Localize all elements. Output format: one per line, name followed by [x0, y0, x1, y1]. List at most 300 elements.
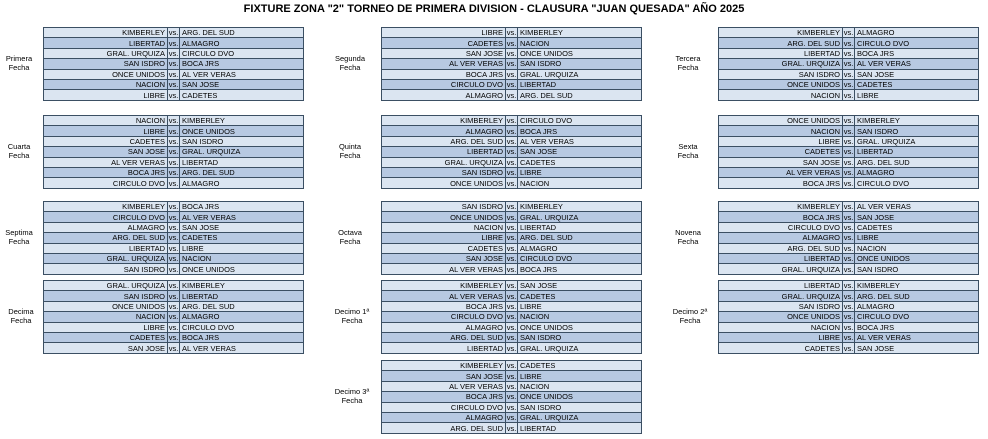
vs-label: vs. [168, 178, 179, 188]
home-team: SAN ISDRO [44, 291, 168, 301]
vs-label: vs. [506, 392, 517, 402]
vs-label: vs. [168, 343, 179, 353]
away-team: GRAL. URQUIZA [855, 136, 979, 146]
away-team: LIBERTAD [180, 291, 304, 301]
home-team: NACION [719, 126, 843, 136]
away-team: SAN JOSE [855, 343, 979, 353]
home-team: KIMBERLEY [44, 28, 168, 38]
round-label-name: Sexta [678, 142, 698, 152]
home-team: LIBERTAD [719, 281, 843, 291]
home-team: GRAL. URQUIZA [44, 48, 168, 58]
home-team: CIRCULO DVO [382, 402, 506, 412]
round-label-fecha: Fecha [8, 151, 30, 161]
match-row [719, 291, 979, 301]
away-team: ONCE UNIDOS [518, 322, 642, 332]
home-team: SAN JOSE [719, 157, 843, 167]
round-table [43, 115, 304, 189]
away-team: SAN ISDRO [518, 332, 642, 342]
home-team: ONCE UNIDOS [44, 69, 168, 79]
vs-label: vs. [168, 59, 179, 69]
away-team: ALMAGRO [855, 167, 979, 177]
home-team: AL VER VERAS [382, 291, 506, 301]
away-team: CIRCULO DVO [855, 312, 979, 322]
match-row [44, 178, 304, 188]
vs-label: vs. [506, 322, 517, 332]
match-row [382, 59, 642, 69]
home-team: CIRCULO DVO [44, 178, 168, 188]
vs-label: vs. [506, 291, 517, 301]
round-label-name: Decima [8, 307, 34, 317]
match-row [719, 126, 979, 136]
match-row [719, 343, 979, 353]
match-row [382, 301, 642, 311]
away-team: CADETES [855, 79, 979, 89]
match-row [382, 332, 642, 342]
vs-label: vs. [506, 254, 517, 264]
vs-label: vs. [843, 136, 854, 146]
home-team: SAN ISDRO [44, 59, 168, 69]
match-row [719, 90, 979, 100]
away-team: NACION [518, 312, 642, 322]
away-team: ONCE UNIDOS [180, 126, 304, 136]
vs-label: vs. [506, 38, 517, 48]
vs-label: vs. [506, 301, 517, 311]
round-label-name: Cuarta [7, 142, 31, 152]
away-team: LIBRE [180, 243, 304, 253]
away-team: ALMAGRO [518, 243, 642, 253]
match-row [382, 291, 642, 301]
home-team: SAN ISDRO [719, 301, 843, 311]
match-row [719, 157, 979, 167]
round-table [381, 27, 642, 101]
vs-label: vs. [168, 233, 179, 243]
home-team: NACION [719, 90, 843, 100]
match-row [44, 167, 304, 177]
round-label-name: Primera [5, 54, 33, 64]
home-team: BOCA JRS [719, 178, 843, 188]
vs-label: vs. [843, 343, 854, 353]
away-team: SAN JOSE [180, 222, 304, 232]
match-row [44, 222, 304, 232]
home-team: GRAL. URQUIZA [44, 253, 168, 263]
round-label-fecha: Fecha [339, 151, 361, 161]
vs-label: vs. [843, 90, 854, 100]
away-team: KIMBERLEY [180, 281, 304, 291]
home-team: CIRCULO DVO [719, 222, 843, 232]
round-table [381, 360, 642, 434]
vs-label: vs. [506, 361, 517, 371]
round-table [43, 280, 304, 354]
away-team: BOCA JRS [518, 126, 642, 136]
home-team: NACION [719, 322, 843, 332]
away-team: CIRCULO DVO [518, 116, 642, 126]
round-label [0, 307, 42, 325]
home-team: NACION [44, 116, 168, 126]
away-team: KIMBERLEY [518, 202, 642, 212]
match-row [382, 212, 642, 222]
match-row [44, 157, 304, 167]
round-table [43, 27, 304, 101]
match-row [719, 38, 979, 48]
round-table [718, 27, 979, 101]
round-label-fecha: Fecha [679, 316, 701, 326]
vs-label: vs. [843, 312, 854, 322]
away-team: ARG. DEL SUD [855, 291, 979, 301]
home-team: ALMAGRO [382, 90, 506, 100]
home-team: NACION [382, 222, 506, 232]
vs-label: vs. [843, 254, 854, 264]
home-team: AL VER VERAS [382, 264, 506, 274]
vs-label: vs. [168, 69, 179, 79]
away-team: BOCA JRS [855, 322, 979, 332]
match-row [719, 322, 979, 332]
round-label-fecha: Fecha [339, 237, 361, 247]
away-team: AL VER VERAS [855, 332, 979, 342]
away-team: NACION [518, 381, 642, 391]
away-team: BOCA JRS [180, 59, 304, 69]
match-row [44, 253, 304, 263]
home-team: SAN JOSE [44, 147, 168, 157]
vs-label: vs. [506, 413, 517, 423]
home-team: KIMBERLEY [44, 202, 168, 212]
home-team: LIBERTAD [44, 243, 168, 253]
match-row [382, 412, 642, 422]
away-team: SAN JOSE [518, 147, 642, 157]
away-team: ARG. DEL SUD [518, 233, 642, 243]
away-team: ALMAGRO [180, 38, 304, 48]
round-label [0, 54, 38, 72]
home-team: CADETES [382, 38, 506, 48]
match-row [44, 322, 304, 332]
vs-label: vs. [168, 322, 179, 332]
vs-label: vs. [843, 212, 854, 222]
round-label-name: Decimo 3ª [334, 387, 370, 397]
home-team: ARG. DEL SUD [382, 136, 506, 146]
home-team: LIBRE [44, 90, 168, 100]
away-team: LIBERTAD [855, 147, 979, 157]
vs-label: vs. [168, 212, 179, 222]
away-team: ARG. DEL SUD [855, 157, 979, 167]
vs-label: vs. [506, 168, 517, 178]
match-row [44, 264, 304, 274]
vs-label: vs. [168, 333, 179, 343]
home-team: ALMAGRO [44, 222, 168, 232]
away-team: LIBERTAD [518, 222, 642, 232]
vs-label: vs. [843, 322, 854, 332]
away-team: LIBRE [855, 233, 979, 243]
round-label-fecha: Fecha [677, 63, 699, 73]
away-team: CADETES [518, 291, 642, 301]
match-row [382, 38, 642, 48]
round-label-name: Novena [675, 228, 701, 238]
match-row [44, 79, 304, 89]
home-team: ONCE UNIDOS [382, 178, 506, 188]
away-team: SAN ISDRO [855, 126, 979, 136]
page-title: FIXTURE ZONA "2" TORNEO DE PRIMERA DIVISION - CLAUSURA "JUAN QUESADA" AÑO 2025 [243, 3, 745, 15]
vs-label: vs. [168, 264, 179, 274]
round-table [381, 115, 642, 189]
vs-label: vs. [843, 147, 854, 157]
match-row [382, 312, 642, 322]
home-team: LIBRE [44, 126, 168, 136]
round-label-fecha: Fecha [677, 151, 699, 161]
round-label-name: Segunda [334, 54, 366, 64]
home-team: LIBRE [719, 136, 843, 146]
away-team: ONCE UNIDOS [180, 264, 304, 274]
vs-label: vs. [506, 381, 517, 391]
away-team: SAN ISDRO [855, 264, 979, 274]
away-team: CADETES [518, 361, 642, 371]
home-team: ARG. DEL SUD [719, 38, 843, 48]
away-team: CIRCULO DVO [180, 322, 304, 332]
match-row [382, 322, 642, 332]
round-label-fecha: Fecha [677, 237, 699, 247]
home-team: KIMBERLEY [719, 28, 843, 38]
vs-label: vs. [506, 281, 517, 291]
vs-label: vs. [506, 264, 517, 274]
away-team: BOCA JRS [855, 48, 979, 58]
match-row [44, 147, 304, 157]
match-row [382, 381, 642, 391]
away-team: AL VER VERAS [855, 59, 979, 69]
match-row [719, 69, 979, 79]
match-row [382, 361, 642, 371]
home-team: LIBERTAD [719, 48, 843, 58]
round-label-fecha: Fecha [339, 63, 361, 73]
away-team: AL VER VERAS [855, 202, 979, 212]
match-row [44, 332, 304, 342]
round-label [669, 228, 707, 246]
home-team: LIBERTAD [44, 38, 168, 48]
vs-label: vs. [168, 38, 179, 48]
home-team: GRAL. URQUIZA [719, 59, 843, 69]
match-row [382, 253, 642, 263]
away-team: GRAL. URQUIZA [518, 412, 642, 422]
away-team: LIBRE [518, 371, 642, 381]
vs-label: vs. [506, 343, 517, 353]
vs-label: vs. [506, 312, 517, 322]
vs-label: vs. [843, 222, 854, 232]
match-row [719, 136, 979, 146]
match-row [382, 28, 642, 38]
vs-label: vs. [168, 48, 179, 58]
away-team: ARG. DEL SUD [180, 301, 304, 311]
away-team: CADETES [518, 157, 642, 167]
vs-label: vs. [506, 178, 517, 188]
match-row [382, 69, 642, 79]
vs-label: vs. [843, 281, 854, 291]
vs-label: vs. [843, 28, 854, 38]
vs-label: vs. [843, 301, 854, 311]
away-team: SAN ISDRO [518, 402, 642, 412]
match-row [382, 423, 642, 433]
home-team: GRAL. URQUIZA [719, 291, 843, 301]
vs-label: vs. [843, 202, 854, 212]
match-row [719, 264, 979, 274]
match-row [382, 392, 642, 402]
match-row [719, 147, 979, 157]
match-row [719, 167, 979, 177]
match-row [719, 253, 979, 263]
match-row [382, 371, 642, 381]
round-label [669, 307, 711, 325]
match-row [382, 233, 642, 243]
match-row [44, 312, 304, 322]
away-team: KIMBERLEY [855, 281, 979, 291]
away-team: ALMAGRO [855, 28, 979, 38]
match-row [719, 222, 979, 232]
vs-label: vs. [506, 48, 517, 58]
match-row [44, 90, 304, 100]
vs-label: vs. [168, 116, 179, 126]
round-label [331, 54, 369, 72]
vs-label: vs. [843, 291, 854, 301]
match-row [44, 233, 304, 243]
match-row [382, 202, 642, 212]
match-row [719, 79, 979, 89]
vs-label: vs. [843, 178, 854, 188]
vs-label: vs. [168, 281, 179, 291]
vs-label: vs. [843, 243, 854, 253]
home-team: ARG. DEL SUD [44, 233, 168, 243]
away-team: NACION [518, 178, 642, 188]
away-team: LIBRE [855, 90, 979, 100]
away-team: ONCE UNIDOS [855, 253, 979, 263]
match-row [382, 48, 642, 58]
away-team: KIMBERLEY [518, 28, 642, 38]
away-team: SAN JOSE [855, 212, 979, 222]
away-team: AL VER VERAS [180, 212, 304, 222]
round-label-fecha: Fecha [8, 237, 30, 247]
match-row [382, 402, 642, 412]
away-team: ALMAGRO [180, 312, 304, 322]
vs-label: vs. [506, 28, 517, 38]
match-row [719, 281, 979, 291]
away-team: CIRCULO DVO [855, 178, 979, 188]
vs-label: vs. [843, 333, 854, 343]
home-team: AL VER VERAS [44, 157, 168, 167]
round-table [381, 201, 642, 275]
vs-label: vs. [843, 48, 854, 58]
round-label [331, 387, 373, 405]
away-team: ONCE UNIDOS [518, 392, 642, 402]
away-team: ARG. DEL SUD [518, 90, 642, 100]
away-team: CIRCULO DVO [518, 253, 642, 263]
vs-label: vs. [168, 126, 179, 136]
away-team: LIBRE [518, 301, 642, 311]
home-team: ONCE UNIDOS [719, 79, 843, 89]
round-label-fecha: Fecha [341, 396, 363, 406]
home-team: GRAL. URQUIZA [719, 264, 843, 274]
match-row [44, 116, 304, 126]
match-row [719, 212, 979, 222]
match-row [44, 28, 304, 38]
away-team: ONCE UNIDOS [518, 48, 642, 58]
home-team: LIBRE [719, 332, 843, 342]
vs-label: vs. [843, 38, 854, 48]
match-row [44, 301, 304, 311]
home-team: KIMBERLEY [382, 116, 506, 126]
home-team: ONCE UNIDOS [719, 312, 843, 322]
vs-label: vs. [168, 222, 179, 232]
vs-label: vs. [506, 147, 517, 157]
round-label [331, 142, 369, 160]
round-label [331, 228, 369, 246]
match-row [719, 116, 979, 126]
round-label-fecha: Fecha [341, 316, 363, 326]
home-team: LIBERTAD [382, 147, 506, 157]
vs-label: vs. [506, 136, 517, 146]
vs-label: vs. [506, 371, 517, 381]
home-team: KIMBERLEY [719, 202, 843, 212]
vs-label: vs. [506, 243, 517, 253]
home-team: SAN JOSE [382, 371, 506, 381]
round-label-name: Octava [338, 228, 362, 238]
home-team: ARG. DEL SUD [382, 332, 506, 342]
vs-label: vs. [168, 157, 179, 167]
round-label [669, 142, 707, 160]
away-team: SAN ISDRO [180, 136, 304, 146]
round-table [718, 201, 979, 275]
away-team: GRAL. URQUIZA [518, 343, 642, 353]
round-label-name: Quinta [338, 142, 362, 152]
vs-label: vs. [506, 423, 517, 433]
away-team: LIBERTAD [518, 423, 642, 433]
vs-label: vs. [506, 116, 517, 126]
away-team: AL VER VERAS [180, 69, 304, 79]
vs-label: vs. [168, 147, 179, 157]
match-row [382, 157, 642, 167]
match-row [719, 28, 979, 38]
away-team: LIBERTAD [180, 157, 304, 167]
vs-label: vs. [843, 80, 854, 90]
match-row [44, 38, 304, 48]
vs-label: vs. [843, 168, 854, 178]
home-team: BOCA JRS [719, 212, 843, 222]
match-row [382, 147, 642, 157]
home-team: SAN JOSE [382, 48, 506, 58]
match-row [719, 178, 979, 188]
away-team: KIMBERLEY [855, 116, 979, 126]
away-team: LIBERTAD [518, 79, 642, 89]
vs-label: vs. [506, 212, 517, 222]
vs-label: vs. [168, 312, 179, 322]
vs-label: vs. [506, 402, 517, 412]
vs-label: vs. [506, 202, 517, 212]
away-team: BOCA JRS [180, 332, 304, 342]
match-row [44, 69, 304, 79]
vs-label: vs. [168, 254, 179, 264]
round-label-name: Tercera [675, 54, 701, 64]
home-team: BOCA JRS [44, 167, 168, 177]
match-row [719, 243, 979, 253]
home-team: CADETES [719, 343, 843, 353]
vs-label: vs. [168, 28, 179, 38]
match-row [44, 212, 304, 222]
match-row [719, 48, 979, 58]
match-row [44, 59, 304, 69]
vs-label: vs. [168, 90, 179, 100]
vs-label: vs. [168, 80, 179, 90]
match-row [719, 202, 979, 212]
vs-label: vs. [168, 243, 179, 253]
home-team: CADETES [44, 136, 168, 146]
home-team: KIMBERLEY [382, 361, 506, 371]
match-row [382, 264, 642, 274]
home-team: KIMBERLEY [382, 281, 506, 291]
match-row [382, 126, 642, 136]
away-team: AL VER VERAS [180, 343, 304, 353]
